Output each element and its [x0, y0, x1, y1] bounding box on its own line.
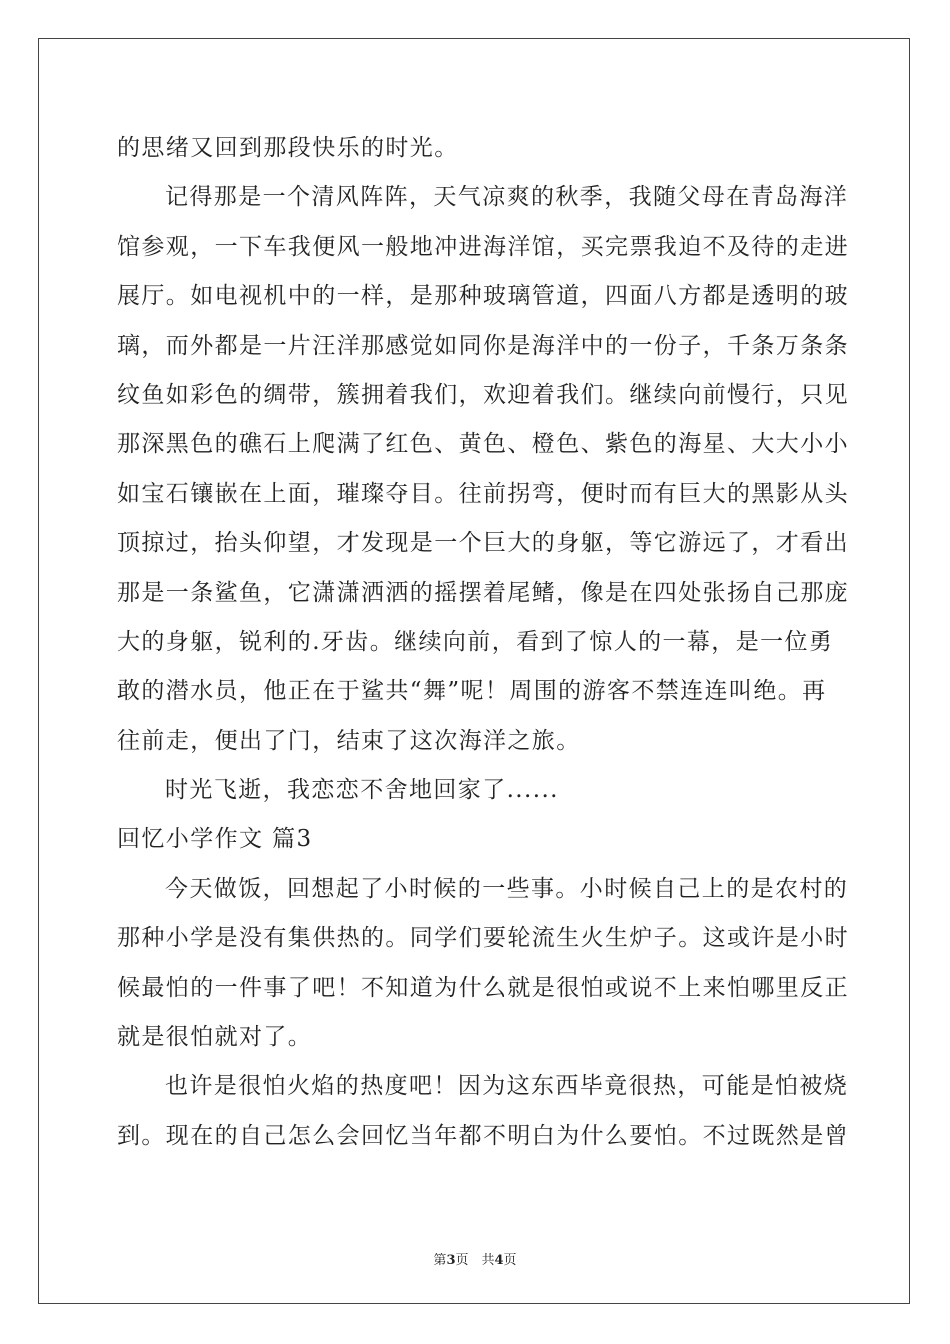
text-line: 大的身躯，锐利的.牙齿。继续向前，看到了惊人的一幕，是一位勇 — [117, 628, 834, 655]
text-line: 展厅。如电视机中的一样，是那种玻璃管道，四面八方都是透明的玻 — [117, 283, 849, 310]
text-line: 往前走，便出了门，结束了这次海洋之旅。 — [117, 727, 581, 754]
text-line: 时光飞逝，我恋恋不舍地回家了...... — [165, 777, 559, 804]
section-heading: 回忆小学作文 篇3 — [117, 826, 313, 853]
text-line: 璃，而外都是一片汪洋那感觉如同你是海洋中的一份子，千条万条条 — [117, 332, 849, 359]
text-line: 的思绪又回到那段快乐的时光。 — [117, 135, 459, 161]
page-prefix: 第 — [433, 1253, 447, 1268]
text-line: 也许是很怕火焰的热度吧！因为这东西毕竟很热，可能是怕被烧 — [165, 1073, 849, 1100]
document-body — [117, 124, 849, 1161]
page-total: 4 — [494, 1253, 504, 1268]
text-line: 如宝石镶嵌在上面，璀璨夺目。往前拐弯，便时而有巨大的黑影从头 — [117, 480, 849, 507]
page-suffix: 页 — [503, 1253, 517, 1268]
page-mid: 页 共 — [455, 1253, 495, 1268]
text-line: 记得那是一个清风阵阵，天气凉爽的秋季，我随父母在青岛海洋 — [165, 184, 849, 211]
text-line: 到。现在的自己怎么会回忆当年都不明白为什么要怕。不过既然是曾 — [117, 1122, 849, 1149]
text-line: 顶掠过，抬头仰望，才发现是一个巨大的身躯，等它游远了，才看出 — [117, 530, 849, 557]
text-line: 那种小学是没有集供热的。同学们要轮流生火生炉子。这或许是小时 — [117, 925, 849, 952]
text-line: 那是一条鲨鱼，它潇潇洒洒的摇摆着尾鳍，像是在四处张扬自己那庞 — [117, 579, 849, 606]
text-line: 候最怕的一件事了吧！不知道为什么就是很怕或说不上来怕哪里反正 — [117, 974, 849, 1001]
text-line: 馆参观，一下车我便风一般地冲进海洋馆，买完票我迫不及待的走进 — [117, 233, 849, 260]
page-footer — [0, 1249, 950, 1268]
text-line: 那深黑色的礁石上爬满了红色、黄色、橙色、紫色的海星、大大小小 — [117, 431, 849, 458]
page-current: 3 — [446, 1253, 456, 1268]
text-line: 纹鱼如彩色的绸带，簇拥着我们，欢迎着我们。继续向前慢行，只见 — [117, 381, 849, 408]
text-line: 就是很怕就对了。 — [117, 1024, 313, 1051]
text-line: 敢的潜水员，他正在于鲨共“舞”呢！周围的游客不禁连连叫绝。再 — [117, 678, 827, 705]
text-line: 今天做饭，回想起了小时候的一些事。小时候自己上的是农村的 — [165, 875, 849, 902]
